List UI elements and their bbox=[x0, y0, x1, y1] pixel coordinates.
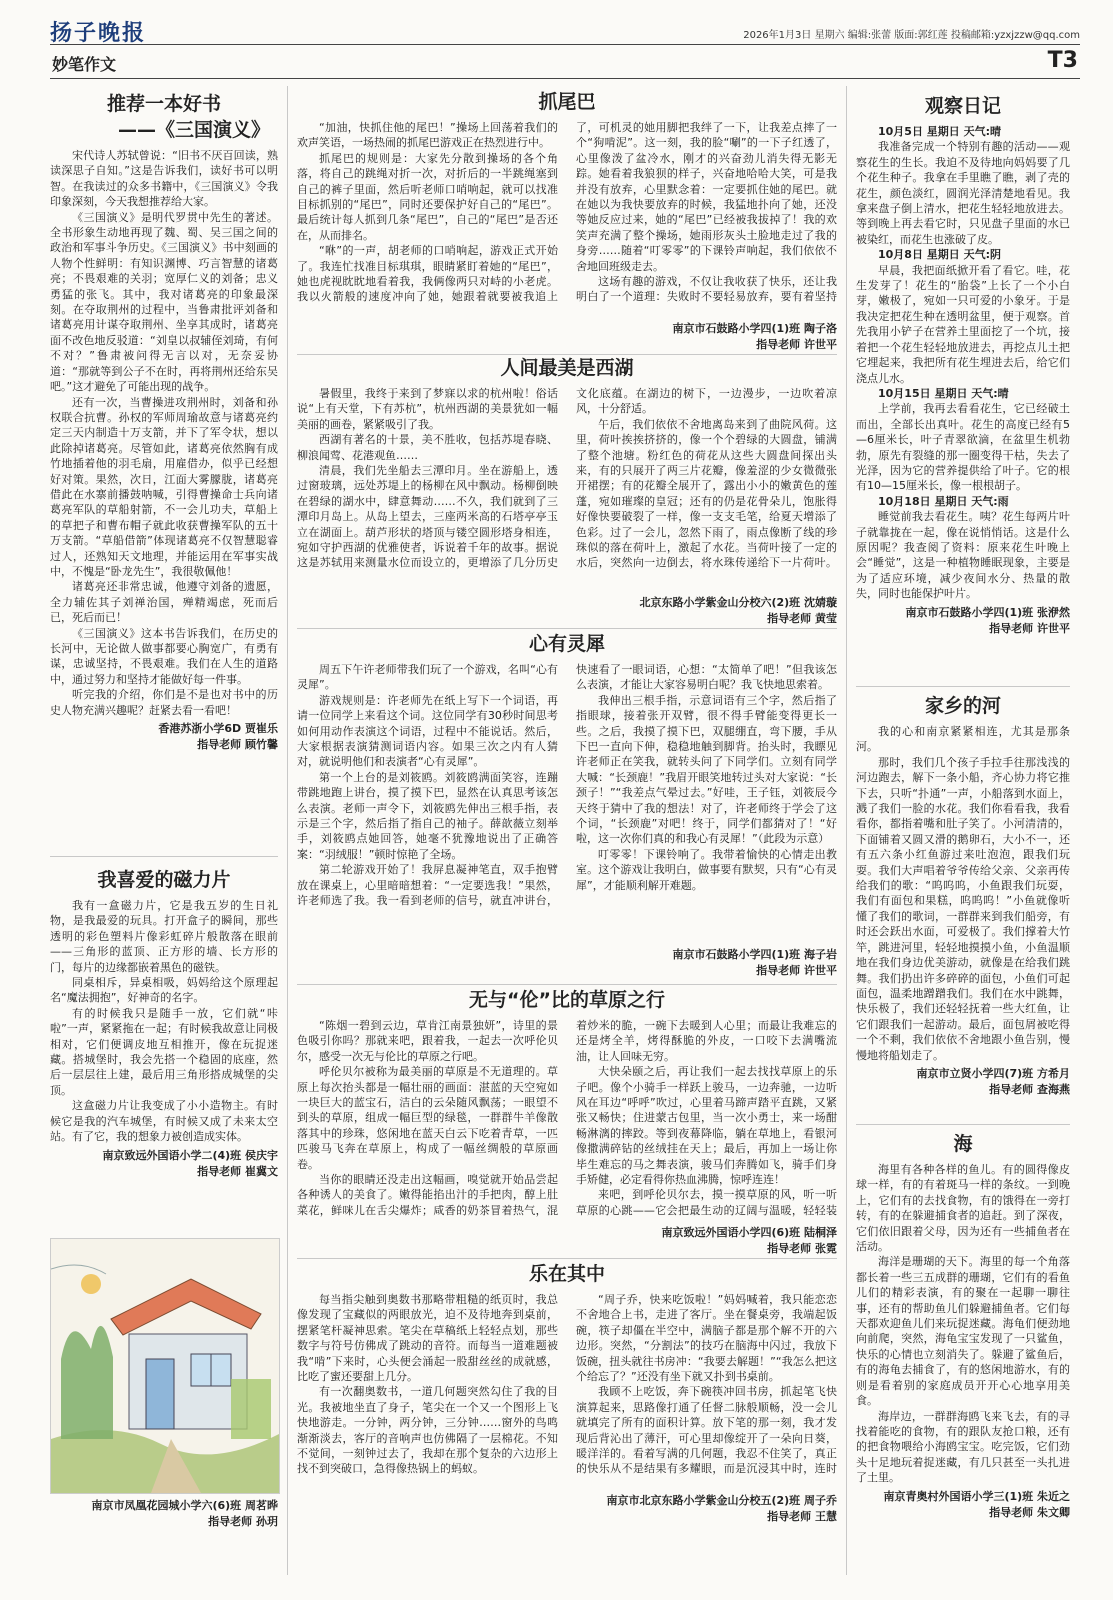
article-catch-tail bbox=[297, 90, 837, 352]
paragraph: 呼伦贝尔被称为最美丽的草原是不无道理的。草原上每次抬头都是一幅壮丽的画面：湛蓝的天空宛如一块巨大的蓝宝石，洁白的云朵随风飘荡；一眼望不到头的草原，组成一幅巨型的绿毯，一群群牛羊像散落其中的珍珠，悠闲地在蓝天白云下吃着青草，一匹匹骏马飞奔在草原上，构成了一幅丝绸般的草原画卷。 bbox=[297, 1065, 558, 1171]
separator bbox=[856, 1124, 1070, 1125]
paragraph: 叮零零！下课铃响了。我带着愉快的心情走出教室。这个游戏让我明白，做事要有默契，只有“心有灵犀”，才能顺利解开难题。 bbox=[576, 847, 837, 892]
section-title: 妙笔作文 bbox=[52, 55, 117, 74]
paragraph: 来吧，到呼伦贝尔去，摸一摸草原的风，听一听草原的心跳——它会把最生动的辽阔与温暖，轻轻装 bbox=[576, 1188, 837, 1217]
author-teacher: 指导老师 查海燕 bbox=[989, 1082, 1070, 1096]
separator bbox=[297, 1258, 837, 1259]
author-school: 香港苏浙小学6D 贾崔乐 bbox=[158, 722, 278, 736]
separator bbox=[297, 984, 837, 985]
paragraph: “加油，快抓住他的尾巴！”操场上回荡着我们的欢声笑语，一场热闹的抓尾巴游戏正在热烈进行中。 bbox=[297, 121, 558, 150]
author-teacher: 指导老师 顾竹馨 bbox=[197, 738, 278, 752]
section-header bbox=[50, 50, 1080, 79]
paragraph: 第二轮游戏开始了！我屏息凝神笔直，双手抱臂放在课桌上，心里暗暗想着：“一定要选我！”果然，许老师选了我。我一看到老师的信号，就直冲讲台，快速看了一眼词语，心想：“太简单了吧！”但我该怎么表演，才能让大家容易明白呢？我飞快地思索着。 bbox=[297, 663, 837, 908]
paragraph: 海洋是珊瑚的天下。海里的每一个角落都长着一些三五成群的珊瑚，它们有的看鱼儿们的精彩表演，有的聚在一起聊一聊往事，还有的帮助鱼儿们躲避捕鱼者。它们每天都欢迎鱼儿们来玩捉迷藏。海龟们便劲地向前爬，突然，海龟宝宝发现了一只鲨鱼，快乐的心情也立刻消失了。躲避了鲨鱼后，有的海龟去捕食了，有的悠闲地游水，有的则是看着别的家庭成员开开心心地享用美食。 bbox=[856, 1255, 1070, 1408]
separator bbox=[297, 628, 837, 629]
article-title: 海 bbox=[953, 1133, 973, 1155]
page-number: T3 bbox=[1047, 48, 1078, 73]
diary-date: 10月15日 星期日 天气:晴 bbox=[878, 386, 1009, 400]
diary-date: 10月18日 星期日 天气:雨 bbox=[878, 494, 1009, 508]
article-west-lake bbox=[297, 356, 837, 628]
page-header bbox=[50, 18, 1080, 45]
paragraph: 同桌相斥，异桌相吸，妈妈给这个原理起名“魔法拥抱”，好神奇的名字。 bbox=[50, 976, 278, 1005]
paragraph: 有一次翻奥数书，一道几何题突然勾住了我的目光。我被地坐直了身子，笔尖在一个又一个图形上飞快地游走。一分钟，两分钟，三分钟……窗外的鸟鸣渐渐淡去，客厅的音响声也仿佛隔了一层棉花。不知不觉间，一刻钟过去了，我却在那个复杂的六边形上找不到突破口，急得像热锅上的蚂蚁。 bbox=[297, 1385, 558, 1476]
article-body bbox=[856, 1162, 1070, 1486]
author-teacher: 指导老师 朱文卿 bbox=[989, 1505, 1070, 1519]
author-school: 南京市北京东路小学紫金山分校五(2)班 周子乔 bbox=[606, 1494, 837, 1507]
author-school: 南京市石鼓路小学四(1)班 陶子洛 bbox=[672, 322, 837, 335]
article-title: 推荐一本好书 bbox=[106, 93, 221, 115]
paragraph: 海里有各种各样的鱼儿。有的圆得像皮球一样，有的有着斑马一样的条纹。一到晚上，它们有的去找食物，有的饿得在一旁打转，有的在躲避捕食者的追赶。到了深夜，它们依旧跟着父母，因为还有一些捕鱼者在活动。 bbox=[856, 1163, 1070, 1254]
author-school: 南京市立贤小学四(7)班 方希月 bbox=[916, 1066, 1070, 1080]
article-observation-diary bbox=[856, 94, 1070, 684]
author-teacher: 指导老师 崔冀文 bbox=[197, 1164, 278, 1178]
author-school: 南京致远外国语小学二(4)班 侯庆宇 bbox=[102, 1148, 278, 1162]
article-title: 我喜爱的磁力片 bbox=[97, 869, 231, 891]
paragraph: “咻”的一声，胡老师的口哨响起，游戏正式开始了。我连忙找准目标琪琪，眼睛紧盯着她的“尾巴”，她也虎视眈眈地看着我，我俩像两只对峙的小老虎。我以火箭般的速度冲向了她，她跟着就要被我追上了，可机灵的她用脚把我绊了一下，让我差点摔了一个“狗啃泥”。这一刻，我的脸“唰”的一下子红透了，心里像泼了盆冷水，刚才的兴奋劲儿消失得无影无踪。她看着我狼狈的样子，兴奋地哈哈大笑，可是我并没有放弃，心里默念着：一定要抓住她的尾巴。就在她以为我快要放弃的时候，我猛地扑向了她，还没等她反应过来，她的“尾巴”已经被我拔掉了！我的欢笑声充满了整个操场，她雨形灰头土脸地走过了我的身旁……随着“叮零零”的下课铃声响起，我们依依不舍地回班级走去。 bbox=[297, 121, 837, 304]
house-drawing-image bbox=[51, 1239, 279, 1493]
author-teacher: 指导老师 王慧 bbox=[767, 1510, 837, 1523]
paragraph: 听完我的介绍，你们是不是也对书中的历史人物充满兴趣呢？赶紧去看一看吧！ bbox=[50, 688, 278, 717]
paragraph: 我有一盒磁力片，它是我五岁的生日礼物，是我最爱的玩具。打开盒子的瞬间，那些透明的彩色塑料片像彩虹碎片般散落在眼前——三角形的蓝顶、正方形的墙、长方形的门，每片的边缘都嵌着黑色的磁铁。 bbox=[50, 899, 278, 974]
paragraph: 午后，我们依依不舍地离岛来到了曲院风荷。这里，荷叶挨挨挤挤的，像一个个碧绿的大圆盘，铺满了整个池塘。粉红色的荷花从这些大圆盘间探出头来，有的只展开了两三片花瓣，像羞涩的少女微微张开裙摆；有的花瓣全展开了，露出小小的嫩黄色的莲蓬，宛如璀璨的皇冠；还有的仍是花骨朵儿，饱胀得好像快要破裂了一样，像一支支毛笔，给夏天增添了色彩。过了一会儿，忽然下雨了，雨点像断了线的珍珠似的落在荷叶上，激起了水花。当荷叶接了一定的水后，突然向一边倒去，将水珠传递给下一片荷叶。 bbox=[576, 417, 837, 570]
paragraph: 早晨，我把面纸掀开看了看它。哇，花生发芽了！花生的“胎袋”上长了一个小白芽，嫩极了，宛如一只可爱的小象牙。于是我决定把花生种在透明盆里，便于观察。首先我用小铲子在营养土里面挖了一个坑，接着把一个花生轻轻地放进去，再挖点儿土把它埋起来，我把所有花生埋进去后，给它们浇点儿水。 bbox=[856, 263, 1070, 385]
author-school: 北京东路小学紫金山分校六(2)班 沈婧璇 bbox=[639, 596, 837, 609]
paragraph: 游戏规则是：许老师先在纸上写下一个词语，再请一位同学上来看这个词。这位同学有30秒时间思考如何用动作表演这个词语，过程中不能说话。然后，大家根据表演猜测词语内容。如果三次之内有人猜对，就说明他们和表演者“心有灵犀”。 bbox=[297, 693, 558, 769]
article-body bbox=[297, 120, 837, 318]
author-school: 南京市凤凰花园城小学六(6)班 周茗晔 bbox=[91, 1499, 278, 1512]
paragraph: 还有一次，当曹操进攻荆州时，刘备和孙权联合抗曹。孙权的军师周瑜故意与诸葛亮约定三天内制造十万支箭，并下了军令状，想以此除掉诸葛亮。尽管如此，诸葛亮依然胸有成竹地插着他的羽毛扇，用雇借办，似乎已经想好对策。果然，次日，江面大雾朦胧，诸葛亮借此在水寨前播鼓呐喊，引得曹操命士兵向诸葛亮军队的草船射箭，不一会儿功夫，草船上的草把子和曹布帽子就此收获曹操军队的五十万支箭。“草船借箭”体现诸葛亮不仅智慧聪睿过人，还熟知天文地理，并能运用在军事实战中，不愧是“卧龙先生”，我很敬佩他！ bbox=[50, 395, 278, 578]
article-body bbox=[297, 662, 837, 944]
paragraph: 这盒磁力片让我变成了小小造物主。有时候它是我的汽车城堡，有时候又成了未来太空站。有了它，我的想象力被创造成实体。 bbox=[50, 1099, 278, 1144]
article-title: 人间最美是西湖 bbox=[500, 357, 634, 379]
paragraph: 宋代诗人苏轼曾说：“旧书不厌百回读，熟读深思子自知。”这是告诉我们，读好书可以明智。在我读过的众多书籍中，《三国演义》令我印象深刻，今天我想推荐给大家。 bbox=[50, 149, 278, 209]
author-teacher: 指导老师 许世平 bbox=[989, 621, 1070, 635]
masthead-logo: 扬子晚报 bbox=[50, 20, 147, 46]
paragraph: 海岸边，一群群海鸥飞来飞去，有的寻找着能吃的食物，有的跟队友抢口粮，还有的把食物喂给小海鸥宝宝。吃完饭，它们劲头十足地玩着捉迷藏，有几只甚至一头扎进了土里。 bbox=[856, 1409, 1070, 1485]
paragraph: 第一个上台的是刘筱鸥。刘筱鸥满面笑容，连蹦带跳地跑上讲台，摸了摸下巴，显然在认真思考该怎么表演。老师一声令下，刘筱鸥先伸出三根手指，表示是三个字，然后指了指自己的袖子。薛歆薇立刻举手，刘筱鸥点她回答，她毫不犹豫地说出了正确答案：“羽绒服！”顿时惊艳了全场。 bbox=[297, 770, 558, 861]
article-grassland-trip bbox=[297, 988, 837, 1256]
paragraph: 《三国演义》是明代罗贯中先生的著述。全书形象生动地再现了魏、蜀、吴三国之间的政治和军事斗争历史。《三国演义》书中刻画的人物个性鲜明：有知识渊博、巧言智慧的诸葛亮；不畏艰难的关羽；宽厚仁义的刘备；忠义勇猛的张飞。其中，我对诸葛亮的印象最深刻。在夺取荆州的过程中，当鲁肃批评刘备和诸葛亮用计谋夺取荆州、坐享其成时，诸葛亮面不改色地反驳道：“刘皇以叔辅侄刘琦，有何不对？”鲁肃被问得无言以对，无奈妥协道：“那就等到公子不在时，再将荆州还给东吴吧。”这才避免了可能出现的战争。 bbox=[50, 210, 278, 394]
drawing-credit bbox=[50, 1498, 278, 1530]
paragraph: 《三国演义》这本书告诉我们，在历史的长河中，无论做人做事都要心胸宽广，有勇有谋，忠诚坚持，不畏艰难。我们在人生的道路中，通过努力和坚持才能做好每一件事。 bbox=[50, 626, 278, 686]
paragraph: 每当指尖触到奥数书那略带粗糙的纸页时，我总像发现了宝藏似的两眼放光，迫不及待地奔到桌前，摆紧笔杆凝神思索。笔尖在草稿纸上轻轻点划，那些数字与符号仿佛成了跳动的音符。而每当一道难题被我“啃”下来时，心头便会涌起一股甜丝丝的成就感，比吃了蜜还要甜上几分。 bbox=[297, 1293, 558, 1384]
article-body bbox=[297, 1292, 837, 1490]
article-title: 无与“伦”比的草原之行 bbox=[469, 989, 665, 1011]
paragraph: 当你的眼睛还没走出这幅画，嗅觉就开始品尝起各种诱人的美食了。嫩得能掐出汁的手把肉，醇上肚菜花，鲜咪儿在舌尖爆炸；咸香的奶茶冒着热气，混着炒米的脆，一碗下去暖到人心里；而最让我难忘的还是烤全羊，烤得酥脆的外皮，一口咬下去满嘴流油，让人回味无穷。 bbox=[297, 1019, 837, 1217]
author-school: 南京青奥村外国语小学三(1)班 朱近之 bbox=[883, 1489, 1070, 1503]
paragraph: 睡觉前我去看花生。咦？花生每两片叶子就靠拢在一起，像在说悄悄话。这是什么原因呢？我查阅了资料：原来花生叶晚上会“睡觉”，这是一种植物睡眠现象，主要是为了适应环境，减少夜间水分、热量的散失，同时也能保护叶片。 bbox=[856, 510, 1070, 601]
paragraph: 我的心和南京紧紧相连，尤其是那条河。 bbox=[856, 725, 1070, 754]
column-divider bbox=[287, 86, 288, 1575]
article-joy-within bbox=[297, 1262, 837, 1524]
article-title: 抓尾巴 bbox=[538, 91, 596, 113]
column-divider bbox=[846, 86, 847, 1575]
student-drawing bbox=[50, 1238, 280, 1494]
article-magnetic-tiles bbox=[50, 868, 278, 1228]
author-school: 南京市石鼓路小学四(1)班 张洢然 bbox=[905, 605, 1070, 619]
author-teacher: 指导老师 许世平 bbox=[756, 964, 837, 977]
paragraph: 这场有趣的游戏，不仅让我收获了快乐，还让我明白了一个道理：失败时不要轻易放弃，要有着坚持 bbox=[576, 275, 837, 304]
paragraph: 我准备完成一个特别有趣的活动——观察花生的生长。我迫不及待地向妈妈要了几个花生种子。我拿在手里瞧了瞧，剥了壳的花生，颜色淡红，圆润光泽清楚地看见。我拿来盘子倒上清水，把花生轻轻地放进去。等到晚上再去看它时，只见盘子里面的水已被染红，而花生也涨破了皮。 bbox=[856, 140, 1070, 246]
paragraph: 我伸出三根手指，示意词语有三个字，然后指了指眼球，接着张开双臂，很不得手臂能变得更长一些。之后，我摸了摸下巴，双腿绷直，弯下腰，手从下巴一直向下伸，稳稳地触到脚背。抬头时，我瞟见许老师正在笑我，就转头问了下同学们。立刻有同学大喊：“长颈鹿！”我眉开眼笑地转过头对大家说：“长颈子！”“我差点气晕过去。”好哇，王子钰，刘筱辰今天终于猜中了我的想法！对了，许老师终于学会了这个词，“长颈鹿”对吧！终于，同学们都猜对了！“好啦，这一次你们真的和我心有灵犀！”（此段为示意） bbox=[576, 693, 837, 846]
paragraph: 那时，我们几个孩子手拉手往那浅浅的河边跑去，解下一条小船，齐心协力将它推下去，只听“扑通”一声，小船落到水面上，溅了我们一脸的水花。我们你看看我，我看看你，都指着嘴和肚子笑了。小河清清的，下面铺着又圆又滑的鹅卵石，大小不一，还有五六条小红鱼游过来吐泡泡，跟我们玩耍。我们大声唱着爷爷传给父亲、父亲再传给我们的歌：“呜呜呜，小鱼跟我们玩耍，我们有面包和果糕，呜呜呜！”小鱼就像听懂了我们的歌词，一群群来到我们船旁，有时还会跃出水面，可爱极了。我们撑着大竹竿，跳进河里，轻轻地摸摸小鱼，小鱼温顺地在我们身边优美游动，就像是在给我们跳舞。我们扔出许多碎碎的面包，小鱼们可起面包，温柔地蹭蹭我们。我们在水中跳舞，快乐极了，我们还轻轻抚着一些大红鱼，让它们跟我们一起游动。最后，面包屑被吃得一个不剩，我们依依不舍地跟小鱼告别，慢慢地将船划走了。 bbox=[856, 755, 1070, 1062]
diary-date: 10月5日 星期日 天气:晴 bbox=[878, 125, 1002, 138]
paragraph: 大快朵颐之后，再让我们一起去找找草原上的乐子吧。像个小骑手一样跃上骏马，一边奔驰，一边听风在耳边“呼呼”吹过，心里着马蹄声踏平直跳，又紧张又畅快；住进蒙古包里，当一次小勇士，来一场酣畅淋漓的摔跤。等到夜幕降临，躺在草地上，看银河像撒满碎钻的丝绒挂在天上；最后，再加上一场让你毕生难忘的马之舞表演，骏马们奔腾如飞，骑手们身手矫健，必定看得你热血沸腾，惊呼连连！ bbox=[576, 1065, 837, 1187]
article-telepathy bbox=[297, 632, 837, 980]
article-body bbox=[856, 124, 1070, 602]
author-school: 南京致远外国语小学四(6)班 陆桐泽 bbox=[661, 1226, 837, 1239]
article-title: 家乡的河 bbox=[924, 695, 1001, 717]
article-book-recommendation bbox=[50, 92, 278, 844]
article-title: 乐在其中 bbox=[528, 1263, 605, 1285]
separator bbox=[50, 856, 278, 857]
article-body bbox=[297, 1018, 837, 1222]
paragraph: 我顾不上吃饭，奔下碗筷冲回书房，抓起笔飞快演算起来，思路像打通了任督二脉般顺畅，没一会儿就填完了所有的面积计算。放下笔的那一刻，我才发现后背沁出了薄汗，可心里却像绽开了一朵向日葵，暖洋洋的。看着写满的几何题，我忍不住笑了，真正的快乐从不是结果有多耀眼，而是沉浸其中时，连时 bbox=[576, 1385, 837, 1476]
author-teacher: 指导老师 孙玥 bbox=[208, 1515, 278, 1528]
author-school: 南京市石鼓路小学四(1)班 海子岩 bbox=[672, 948, 837, 961]
author-teacher: 指导老师 许世平 bbox=[756, 338, 837, 351]
paragraph: 清晨，我们先坐船去三潭印月。坐在游船上，透过窗玻璃，远处苏堤上的杨柳在风中飘动。杨柳倒映在碧绿的湖水中，肆意舞动……不久，我们就到了三潭印月岛上。从岛上望去，三座两米高的石塔亭亭玉立在湖面上。葫芦形状的塔顶与镂空圆形塔身相连，宛如守护西湖的优雅使者，诉说着千年的故事。据说这是苏轼用来测量水位而设立的，更增添了几分历史文化底蕴。在湖边的树下，一边漫步，一边吹着凉风，十分舒适。 bbox=[297, 387, 837, 570]
paragraph: 诸葛亮还非常忠诚，他遵守刘备的遗愿，全力辅佐其子刘禅治国，殚精竭虑，死而后已，死后而已！ bbox=[50, 580, 278, 625]
paragraph: 抓尾巴的规则是：大家先分散到操场的各个角落，将自己的跳绳对折一次，对折后的一半跳绳塞到自己的裤子里面，然后听老师口哨响起，就可以找准目标抓别的“尾巴”，同时还要保护好自己的“尾巴”。最后统计每人抓到几条“尾巴”，自己的“尾巴”是否还在，从而排名。 bbox=[297, 151, 558, 242]
paragraph: “陈烟一碧到云边，草肯江南景独妍”，诗里的景色吸引你吗？那就来吧，跟着我，一起去一次呼伦贝尔，感受一次无与伦比的草原之行吧。 bbox=[297, 1019, 558, 1063]
paragraph: 上学前，我再去看看花生，它已经破土而出，全部长出真叶。花生的高度已经有5—6厘米长，叶子青翠欲滴，在盆里生机勃勃，原先有裂缝的那一圈变得干枯，失去了光泽，因为它的营养提供给了叶子。它的根有10—15厘米长，像一根根胡子。 bbox=[856, 402, 1070, 493]
article-body bbox=[856, 724, 1070, 1063]
article-title: 心有灵犀 bbox=[528, 633, 605, 655]
author-teacher: 指导老师 张霓 bbox=[767, 1242, 837, 1255]
separator bbox=[297, 354, 837, 355]
article-body bbox=[50, 148, 278, 718]
separator bbox=[856, 686, 1070, 687]
article-title: 观察日记 bbox=[924, 95, 1001, 117]
issue-info: 2026年1月3日 星期六 编辑:张蕾 版面:郭红莲 投稿邮箱:yzxjzzw@qq.com bbox=[743, 30, 1080, 41]
paragraph: 西湖有著名的十景，美不胜收，包括苏堤春晓、柳浪闻莺、花港观鱼…… bbox=[297, 433, 558, 462]
paragraph: “周子乔，快来吃饭啦！”妈妈喊着，我只能恋恋不舍地合上书，走进了客厅。坐在餐桌旁，我端起饭碗，筷子却僵在半空中，满脑子都是那个解不开的六边形。突然，“分割法”的技巧在脑海中闪过，我放下饭碗，扭头就往书房冲：“我要去解题！”“我怎么把这个给忘了？”还没有坐下就又扑到书桌前。 bbox=[576, 1293, 837, 1384]
paragraph: 暑假里，我终于来到了梦寐以求的杭州啦！俗话说“上有天堂，下有苏杭”，杭州西湖的美景犹如一幅美丽的画卷，紧紧吸引了我。 bbox=[297, 387, 558, 431]
article-body bbox=[50, 898, 278, 1145]
author-teacher: 指导老师 黄莹 bbox=[767, 612, 837, 625]
article-sea bbox=[856, 1132, 1070, 1528]
diary-date: 10月8日 星期日 天气:阴 bbox=[878, 248, 1002, 262]
article-hometown-river bbox=[856, 694, 1070, 1114]
article-subtitle: ——《三国演义》 bbox=[117, 119, 270, 141]
paragraph: 有的时候我只是随手一放，它们就“咔啦”一声，紧紧拖在一起；有时候我故意让同极相对，它们便调皮地互相推开，像在玩捉迷藏。搭城堡时，我会先搭一个稳固的底座，然后一层层往上建，最后用三角形搭成城堡的尖顶。 bbox=[50, 1006, 278, 1097]
paragraph: 周五下午许老师带我们玩了一个游戏，名叫“心有灵犀”。 bbox=[297, 663, 558, 692]
article-body bbox=[297, 386, 837, 592]
